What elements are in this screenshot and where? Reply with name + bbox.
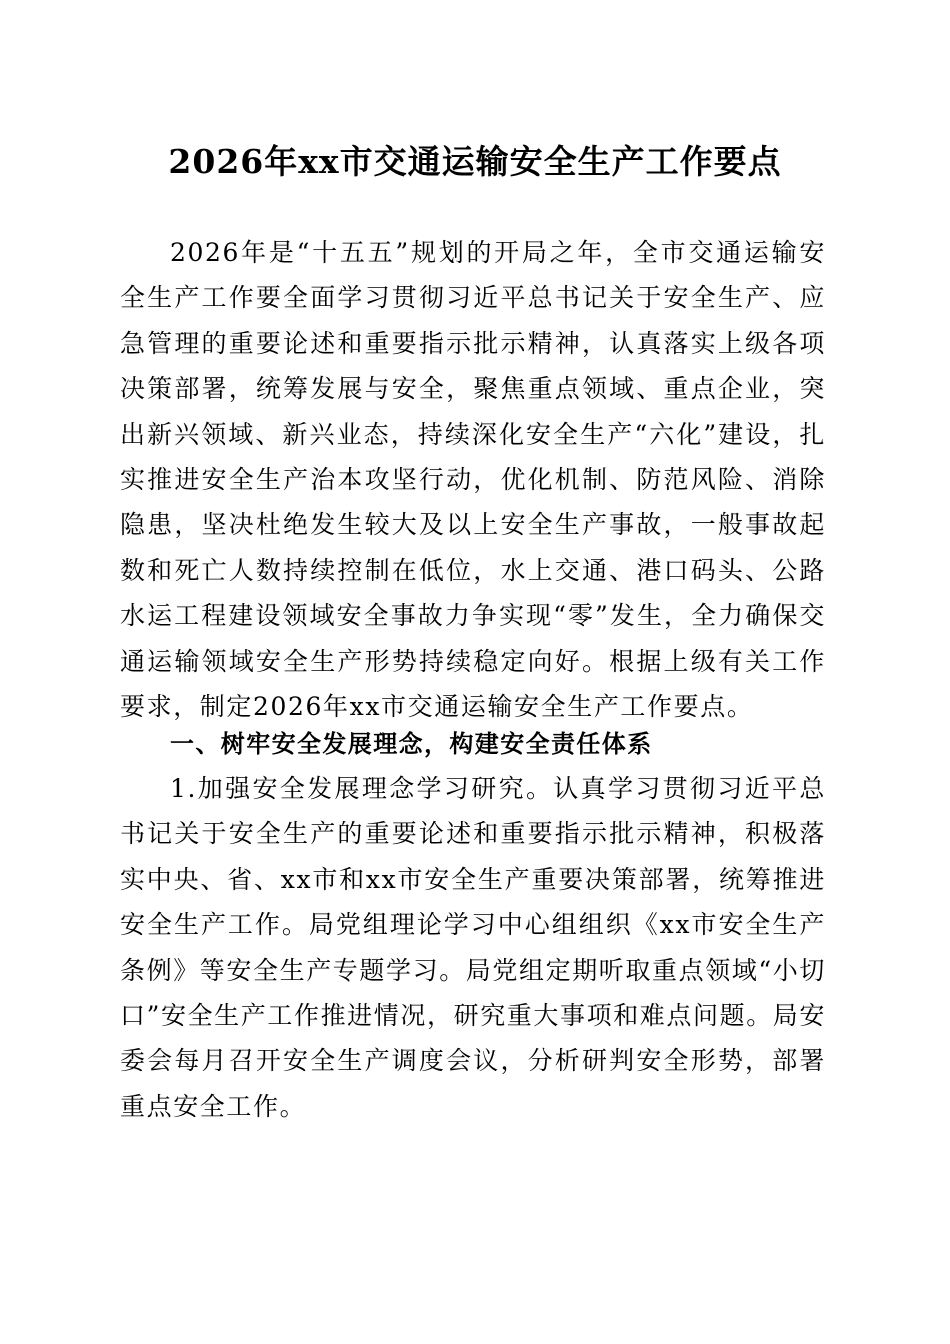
item-paragraph-1: 1.加强安全发展理念学习研究。认真学习贯彻习近平总书记关于安全生产的重要论述和重要指示批示精神，积极落实中央、省、xx市和xx市安全生产重要决策部署，统筹推进安全生产工作。局党组理论学习中心组组织《xx市安全生产条例》等安全生产专题学习。局党组定期听取重点领域“小切口”安全生产工作推进情况，研究重大事项和难点问题。局安委会每月召开安全生产调度会议，分析研判安全形势，部署重点安全工作。 xyxy=(120,774,826,1121)
section-heading-1: 一、树牢安全发展理念，构建安全责任体系 xyxy=(170,730,653,758)
document-title: 2026年xx市交通运输安全生产工作要点 xyxy=(168,142,782,181)
intro-paragraph: 2026年是“十五五”规划的开局之年，全市交通运输安全生产工作要全面学习贯彻习近平总书记关于安全生产、应急管理的重要论述和重要指示批示精神，认真落实上级各项决策部署，统筹发展与安全，聚焦重点领域、重点企业，突出新兴领域、新兴业态，持续深化安全生产“六化”建设，扎实推进安全生产治本攻坚行动，优化机制、防范风险、消除隐患，坚决杜绝发生较大及以上安全生产事故，一般事故起数和死亡人数持续控制在低位，水上交通、港口码头、公路水运工程建设领域安全事故力争实现“零”发生，全力确保交通运输领域安全生产形势持续稳定向好。根据上级有关工作要求，制定2026年xx市交通运输安全生产工作要点。 xyxy=(120,238,826,722)
